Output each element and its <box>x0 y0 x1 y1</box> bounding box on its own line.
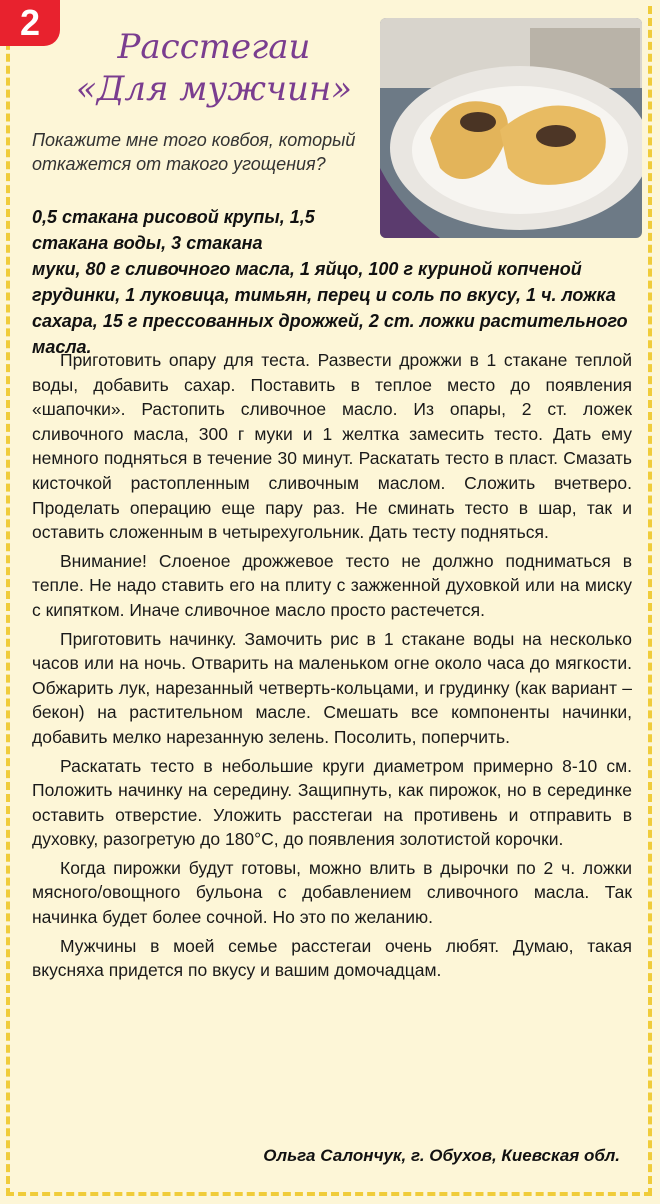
ingredients-list <box>32 204 632 360</box>
instruction-paragraph: Раскатать тесто в небольшие круги диаметром примерно 8-10 см. Положить начинку на середину. Защипнуть, как пирожок, но в серединке оставить отверстие. Уложить расстегаи на противень и отправить в духовку, разогретую до 180°С, до появления золотистой корочки. <box>32 755 632 850</box>
title-line-2: «Для мужчин» <box>75 69 353 109</box>
recipe-intro: Покажите мне того ковбоя, который откажется от такого угощения? <box>32 130 356 174</box>
instruction-paragraph: Мужчины в моей семье расстегаи очень любят. Думаю, такая вкусняха придется по вкусу и вашим домочадцам. <box>32 935 632 981</box>
ingredients-part-2: муки, 80 г сливочного масла, 1 яйцо, 100 г куриной копченой грудинки, 1 луковица, тимьян, перец и соль по вкусу, 1 ч. ложка сахара, 15 г прессованных дрожжей, 2 ст. ложки растительного масла. <box>32 259 628 357</box>
instruction-paragraph: Приготовить начинку. Замочить рис в 1 стакане воды на несколько часов или на ночь. Отварить на маленьком огне около часа до мягкости. Обжарить лук, нарезанный четверть-кольцами, и грудинку (как вариант – бекон) на растительном масле. Смешать все компоненты начинки, добавить мелко нарезанную зелень. Посолить, поперчить. <box>32 628 632 747</box>
instruction-paragraph: Приготовить опару для теста. Развести дрожжи в 1 стакане теплой воды, добавить сахар. Поставить в теплое место до появления «шапочки». Растопить сливочное масло. Из опары, 2 ст. ложек сливочного масла, 300 г муки и 1 желтка замесить тесто. Дать ему немного подняться в течение 30 минут. Раскатать тесто в пласт. Смазать кисточкой растопленным сливочным маслом. Сложить вчетверо. Проделать операцию еще пару раз. Не сминать тесто в шар, так и оставить сложенным в четырехугольник. Дать тесту подняться. <box>32 350 632 543</box>
recipe-number-badge: 2 <box>0 0 60 46</box>
title-line-1: Расстегаи <box>117 27 311 67</box>
instruction-paragraph: Внимание! Слоеное дрожжевое тесто не должно подниматься в тепле. Не надо ставить его на плиту с зажженной духовкой или на миску с кипятком. Иначе сливочное масло просто растечется. <box>32 550 632 620</box>
author-signature: Ольга Салончук, г. Обухов, Киевская обл. <box>263 1146 620 1165</box>
recipe-title <box>64 26 364 110</box>
ingredients-part-1: 0,5 стакана рисовой крупы, 1,5 стакана воды, 3 стакана <box>32 207 315 253</box>
instruction-paragraph: Когда пирожки будут готовы, можно влить в дырочки по 2 ч. ложки мясного/овощного бульона с добавлением сливочного масла. Так начинка будет более сочной. Но это по желанию. <box>32 857 632 928</box>
recipe-instructions <box>32 348 632 987</box>
